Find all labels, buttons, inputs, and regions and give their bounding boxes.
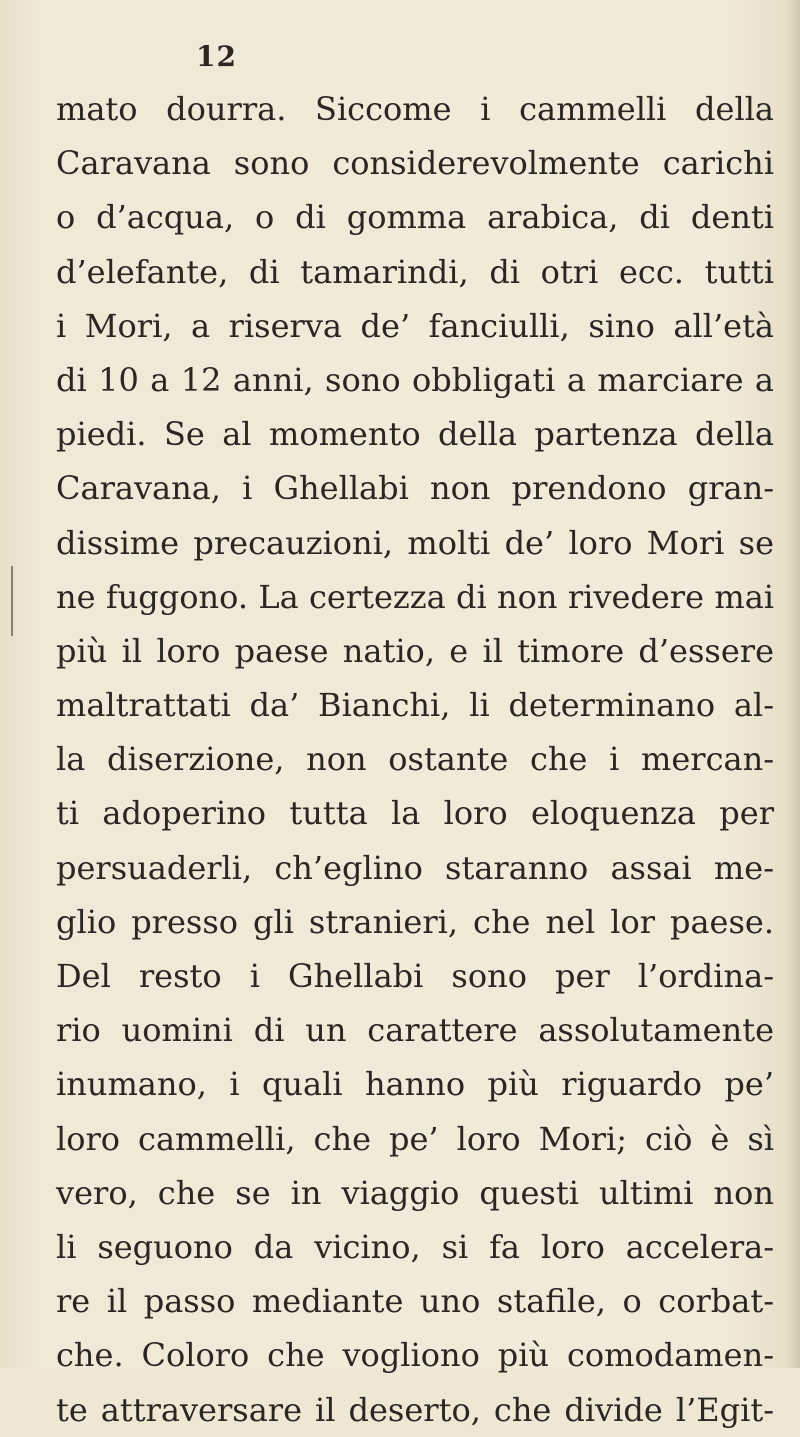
text-line: loro cammelli, che pe’ loro Mori; ciò è sì — [56, 1119, 774, 1158]
text-line: ti adoperino tutta la loro eloquenza per — [56, 794, 774, 833]
text-line: Caravana, i Ghellabi non prendono gran- — [56, 469, 774, 508]
text-line: la diserzione, non ostante che i mercan- — [56, 740, 774, 779]
text-line: persuaderli, ch’eglino staranno assai me- — [56, 848, 774, 887]
text-line: dissime precauzioni, molti de’ loro Mori se — [56, 523, 774, 562]
text-line: te attraversare il deserto, che divide l’Egit- — [56, 1390, 774, 1429]
text-line: vero, che se in viaggio questi ultimi non — [56, 1173, 774, 1212]
body-text — [56, 82, 774, 1437]
text-line: i Mori, a riserva de’ fanciulli, sino all’età — [56, 306, 774, 345]
margin-mark — [11, 566, 13, 636]
text-line: re il passo mediante uno stafile, o corbat- — [56, 1282, 774, 1321]
text-line: piedi. Se al momento della partenza della — [56, 415, 774, 454]
text-line: più il loro paese natio, e il timore d’essere — [56, 631, 774, 670]
text-line: ne fuggono. La certezza di non rivedere mai — [56, 577, 774, 616]
text-line: che. Coloro che vogliono più comodamen- — [56, 1336, 774, 1375]
text-line: di 10 a 12 anni, sono obbligati a marciare a — [56, 360, 774, 399]
page-edge-shadow — [786, 0, 800, 1368]
text-line: Del resto i Ghellabi sono per l’ordina- — [56, 957, 774, 995]
text-line: Caravana sono considerevolmente carichi — [56, 144, 774, 183]
text-line: mato dourra. Siccome i cammelli della — [56, 90, 774, 128]
text-line: li seguono da vicino, si fa loro accelera- — [56, 1227, 774, 1266]
text-line: o d’acqua, o di gomma arabica, di denti — [56, 198, 774, 237]
page-number: 12 — [196, 40, 237, 73]
text-line: d’elefante, di tamarindi, di otri ecc. tutti — [56, 252, 774, 291]
text-line: glio presso gli stranieri, che nel lor paese. — [56, 902, 774, 941]
text-line: inumano, i quali hanno più riguardo pe’ — [56, 1065, 774, 1104]
text-line: rio uomini di un carattere assolutamente — [56, 1011, 774, 1050]
text-line: maltrattati da’ Bianchi, li determinano al- — [56, 686, 774, 725]
